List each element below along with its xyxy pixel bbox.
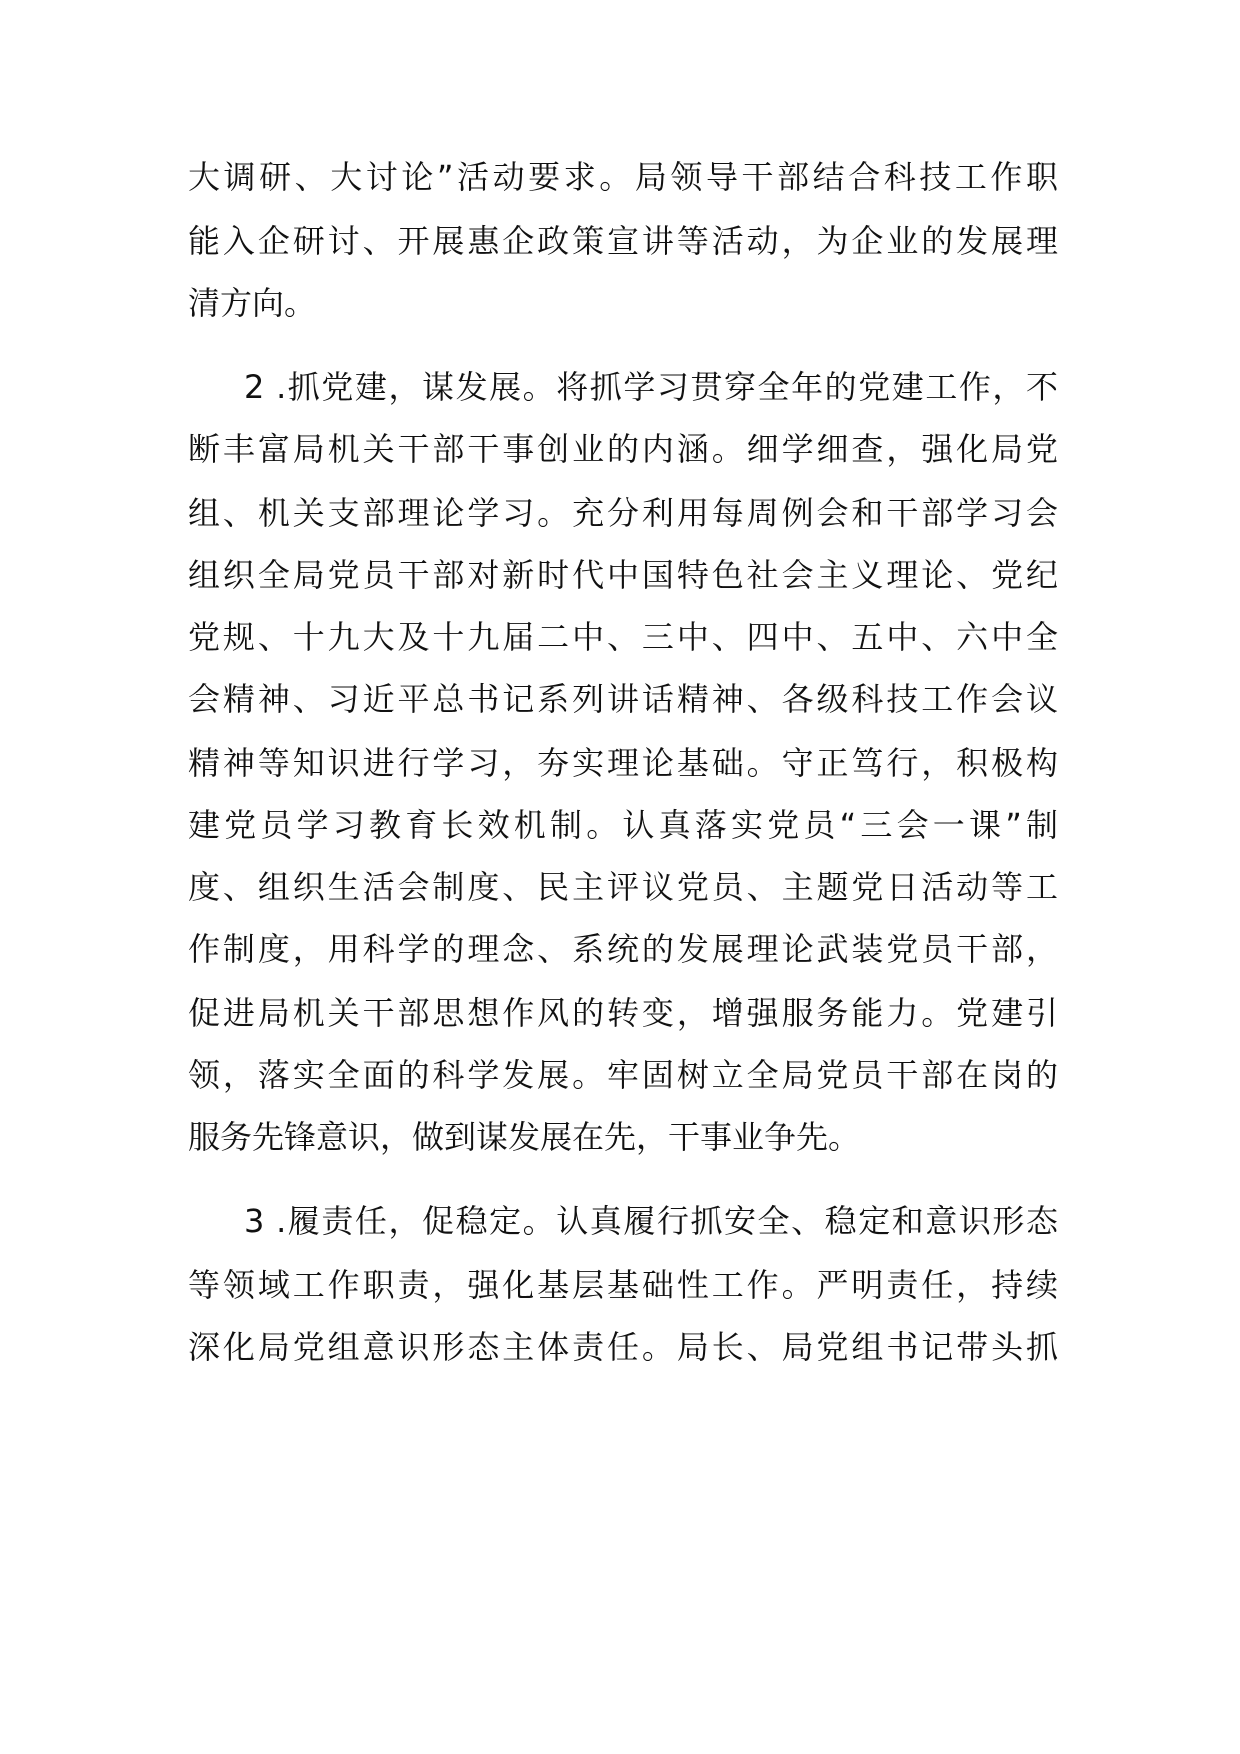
- text-line: 深化局党组意识形态主体责任。局长、局党组书记带头抓: [188, 1328, 1058, 1366]
- text-line: 作制度，用科学的理念、系统的发展理论武装党员干部，: [188, 930, 1058, 968]
- text-line: 组织全局党员干部对新时代中国特色社会主义理论、党纪: [188, 556, 1058, 594]
- text-line: 3 .履责任，促稳定。认真履行抓安全、稳定和意识形态: [244, 1202, 1058, 1240]
- text-line: 大调研、大讨论”活动要求。局领导干部结合科技工作职: [188, 158, 1058, 196]
- text-line: 2 .抓党建，谋发展。将抓学习贯穿全年的党建工作，不: [244, 368, 1058, 406]
- text-line: 组、机关支部理论学习。充分利用每周例会和干部学习会: [188, 494, 1058, 532]
- text-line: 领，落实全面的科学发展。牢固树立全局党员干部在岗的: [188, 1056, 1058, 1094]
- text-line: 建党员学习教育长效机制。认真落实党员“三会一课”制: [188, 806, 1058, 844]
- text-line: 服务先锋意识，做到谋发展在先，干事业争先。: [188, 1118, 861, 1156]
- text-line: 能入企研讨、开展惠企政策宣讲等活动，为企业的发展理: [188, 222, 1058, 260]
- text-line: 断丰富局机关干部干事创业的内涵。细学细查，强化局党: [188, 430, 1058, 468]
- text-line: 精神等知识进行学习，夯实理论基础。守正笃行，积极构: [188, 744, 1058, 782]
- text-line: 度、组织生活会制度、民主评议党员、主题党日活动等工: [188, 868, 1058, 906]
- text-line: 等领域工作职责，强化基层基础性工作。严明责任，持续: [188, 1266, 1058, 1304]
- text-line: 清方向。: [188, 284, 317, 322]
- text-line: 会精神、习近平总书记系列讲话精神、各级科技工作会议: [188, 680, 1058, 718]
- text-line: 党规、十九大及十九届二中、三中、四中、五中、六中全: [188, 618, 1058, 656]
- text-line: 促进局机关干部思想作风的转变，增强服务能力。党建引: [188, 994, 1058, 1032]
